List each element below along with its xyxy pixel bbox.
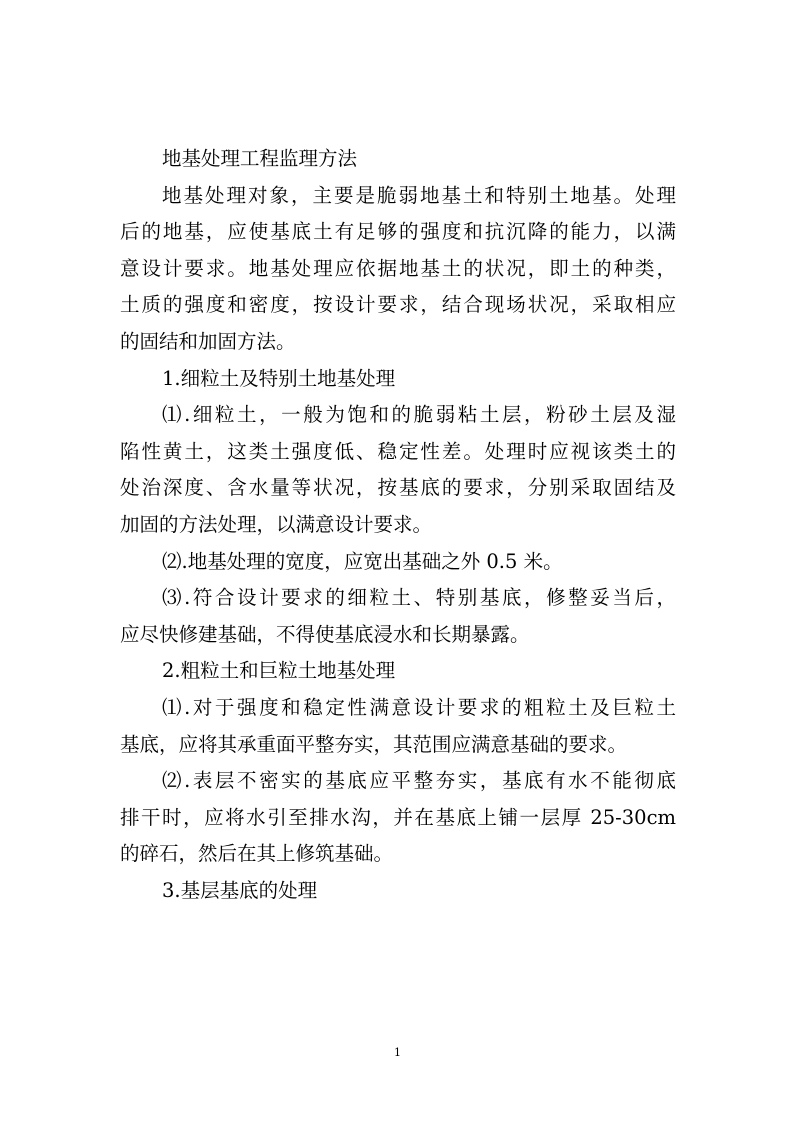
paragraph-1-3 xyxy=(120,580,676,653)
paragraph-2-2 xyxy=(120,763,676,873)
text-line: 陷性黄土，这类土强度低、稳定性差。处理时应视该类土的 xyxy=(120,439,676,463)
text-line: 应尽快修建基础，不得使基底浸水和长期暴露。 xyxy=(120,622,530,646)
paragraph-2-1 xyxy=(120,690,676,763)
text-line: 的碎石，然后在其上修筑基础。 xyxy=(120,842,394,866)
text-line: 加固的方法处理，以满意设计要求。 xyxy=(120,512,433,536)
page-number: 1 xyxy=(394,1046,401,1059)
section-heading-2: 2.粗粒土和巨粒土地基处理 xyxy=(162,659,396,683)
text-line: 处治深度、含水量等状况，按基底的要求，分别采取固结及 xyxy=(120,476,676,500)
document-title: 地基处理工程监理方法 xyxy=(162,147,358,170)
text-line: ⑴.细粒土，一般为饱和的脆弱粘土层，粉砂土层及湿 xyxy=(162,403,676,427)
section-heading-1: 1.细粒土及特别土地基处理 xyxy=(162,366,396,390)
section-heading-3: 3.基层基底的处理 xyxy=(162,878,318,902)
text-line: 土质的强度和密度，按设计要求，结合现场状况，采取相应 xyxy=(120,293,676,317)
text-line: 意设计要求。地基处理应依据地基土的状况，即土的种类， xyxy=(120,256,676,280)
text-line: 地基处理对象，主要是脆弱地基土和特别土地基。处理 xyxy=(162,183,676,207)
paragraph-1-2 xyxy=(120,544,676,581)
text-line: 后的地基，应使基底土有足够的强度和抗沉降的能力，以满 xyxy=(120,220,676,244)
paragraph-intro xyxy=(120,178,676,361)
text-line: 排干时，应将水引至排水沟，并在基底上铺一层厚 25-30cm xyxy=(120,805,676,829)
text-line: ⑴.对于强度和稳定性满意设计要求的粗粒土及巨粒土 xyxy=(162,695,676,719)
text-line: ⑶.符合设计要求的细粒土、特别基底，修整妥当后， xyxy=(162,586,676,610)
text-line: 的固结和加固方法。 xyxy=(120,329,296,353)
text-line: 基底，应将其承重面平整夯实，其范围应满意基础的要求。 xyxy=(120,732,628,756)
text-line: ⑵.表层不密实的基底应平整夯实，基底有水不能彻底 xyxy=(162,769,676,793)
paragraph-1-1 xyxy=(120,397,676,543)
text-line: ⑵.地基处理的宽度，应宽出基础之外 0.5 米。 xyxy=(162,549,563,573)
document-body xyxy=(120,141,676,909)
